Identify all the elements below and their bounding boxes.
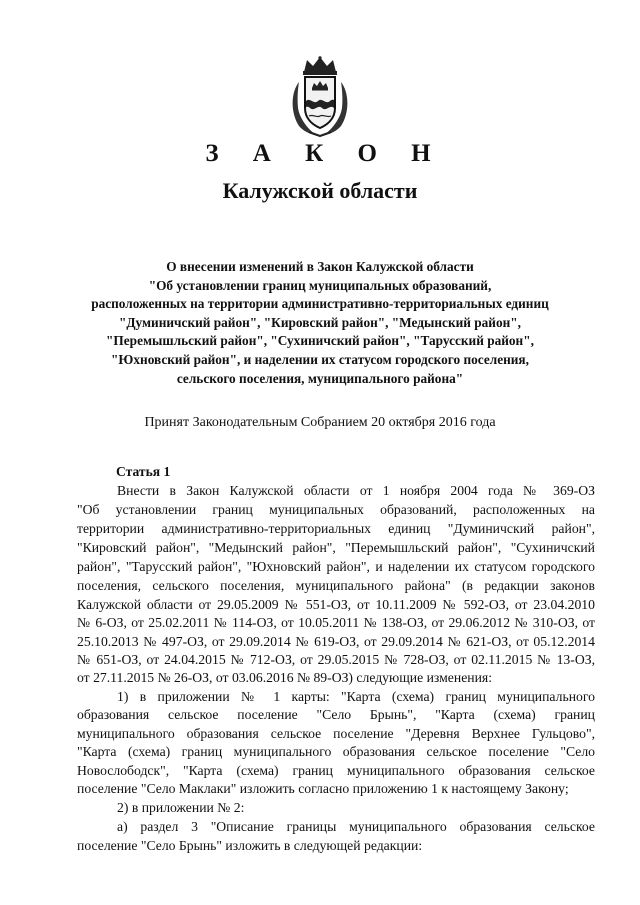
body-line: поселения, сельского поселения, муниципального района" (в редакции законов — [77, 578, 595, 593]
heading-line: "Думиничский район", "Кировский район", "Медынский район", — [119, 314, 521, 330]
body-line: № 651-ОЗ, от 24.04.2015 № 712-ОЗ, от 29.05.2015 № 728-ОЗ, от 02.11.2015 № 13-ОЗ, — [77, 652, 595, 667]
body-line: "Об установлении границ муниципальных образований, расположенных на — [77, 502, 595, 517]
heading-line: "Перемышльский район", "Сухиничский район", "Тарусский район", — [106, 333, 534, 349]
body-line: 2) в приложении № 2: — [117, 800, 245, 815]
body-line: поселение "Село Маклаки" изложить согласно приложению 1 к настоящему Закону; — [77, 781, 569, 796]
body-line: "Карта (схема) границ муниципального образования сельское поселение "Село — [77, 744, 595, 759]
heading-line: О внесении изменений в Закон Калужской области — [166, 259, 474, 274]
heading-line: расположенных на территории административно-территориальных единиц — [91, 296, 549, 312]
kaluga-coat-of-arms-icon — [287, 56, 353, 138]
body-line: поселение "Село Брынь" изложить в следующей редакции: — [77, 838, 423, 853]
body-line: район", "Тарусский район", "Юхновский район", и наделении их статусом городского — [77, 559, 595, 574]
body-line: Новослободск", "Карта (схема) границ муниципального образования сельское — [77, 763, 595, 778]
body-line: образования сельское поселение "Село Брынь", "Карта (схема) границ — [77, 707, 595, 722]
body-line: 1) в приложении № 1 карты: "Карта (схема) границ муниципального — [117, 689, 595, 704]
body-line: 25.10.2013 № 497-ОЗ, от 29.09.2014 № 619-ОЗ, от 29.09.2014 № 621-ОЗ, от 05.12.2014 — [77, 634, 595, 649]
heading-line: "Юхновский район", и наделении их статусом городского поселения, — [111, 351, 529, 367]
heading-line: "Об установлении границ муниципальных образований, — [148, 277, 492, 293]
body-line: от 27.11.2015 № 26-ОЗ, от 03.06.2016 № 89-ОЗ) следующие изменения: — [77, 670, 493, 685]
body-line: Калужской области от 29.05.2009 № 551-ОЗ, от 10.11.2009 № 592-ОЗ, от 23.04.2010 — [77, 597, 595, 612]
body-line: № 6-ОЗ, от 25.02.2011 № 114-ОЗ, от 10.05.2011 № 138-ОЗ, от 29.06.2012 № 310-ОЗ, от — [77, 615, 595, 630]
heading-line: сельского поселения, муниципального района" — [176, 370, 464, 386]
body-line: "Кировский район", "Медынский район", "Перемышльский район", "Сухиничский — [77, 540, 595, 555]
law-title: З А К О Н — [205, 140, 445, 167]
region-title: Калужской области — [222, 178, 418, 203]
article-title: Статья 1 — [116, 464, 171, 479]
adoption-note: Принят Законодательным Собранием 20 октября 2016 года — [144, 415, 496, 430]
body-line: а) раздел 3 "Описание границы муниципального образования сельское — [117, 819, 595, 834]
body-line: Внести в Закон Калужской области от 1 ноября 2004 года № 369-ОЗ — [117, 483, 595, 498]
body-line: территории административно-территориальных единиц "Думиничский район", — [77, 521, 595, 536]
document-heading — [60, 258, 580, 388]
body-line: муниципального образования сельское поселение "Деревня Верхнее Гульцово", — [77, 726, 595, 741]
